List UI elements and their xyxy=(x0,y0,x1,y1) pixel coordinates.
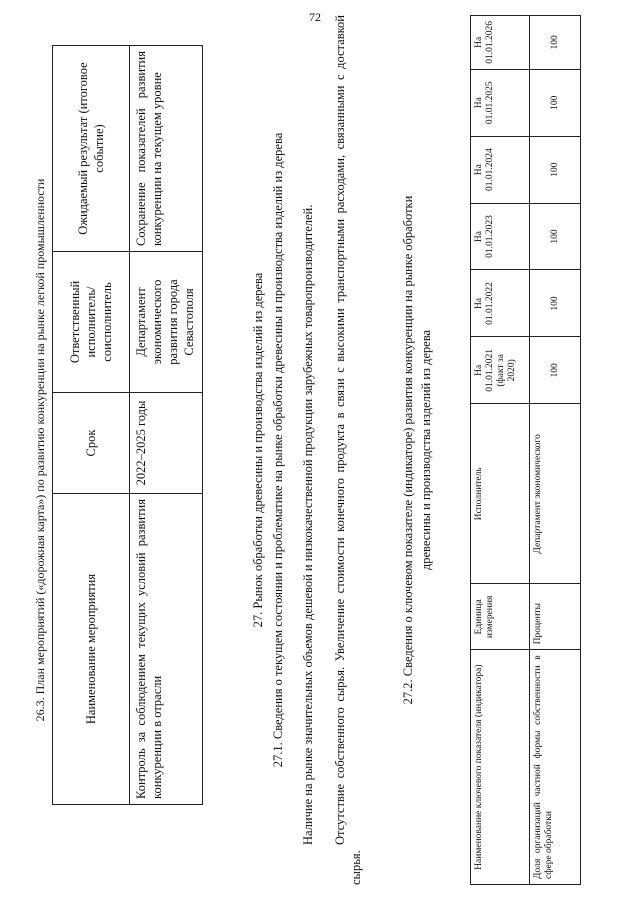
term-cell: 2022–2025 годы xyxy=(130,393,203,494)
header-2022: На 01.01.2022 xyxy=(471,270,530,337)
executor-cell: Департамент экономического xyxy=(530,404,581,584)
header-2025: На 01.01.2025 xyxy=(471,69,530,136)
value-2021: 100 xyxy=(530,337,581,404)
unit-cell: Проценты xyxy=(530,584,581,650)
section-27-2-title-line1: 27.2. Сведения о ключевом показателе (индикаторе) развития конкуренции на рынке обработки xyxy=(401,195,415,705)
value-2026: 100 xyxy=(530,16,581,70)
header-result: Ожидаемый результат (итоговое событие) xyxy=(53,46,130,252)
value-2025: 100 xyxy=(530,69,581,136)
section-27-2-title-line2: древесины и производства изделий из дерева xyxy=(419,329,433,571)
header-2024: На 01.01.2024 xyxy=(471,136,530,203)
rotated-page-content xyxy=(30,15,600,885)
table-header-row xyxy=(471,16,530,885)
value-2024: 100 xyxy=(530,136,581,203)
header-2021: На 01.01.2021 (факт за 2020) xyxy=(471,337,530,404)
roadmap-table xyxy=(52,45,203,805)
paragraph-1: Наличие на рынке значительных объемов дешевой и низкокачественной продукции зарубежных товаропроизводителей. xyxy=(301,204,315,845)
table-header-row xyxy=(53,46,130,805)
indicator-cell: Доля организаций частной формы собственности в сфере обработки xyxy=(530,650,581,885)
header-executor: Исполнитель xyxy=(471,404,530,584)
activity-cell: Контроль за соблюдением текущих условий развития конкуренции в отрасли xyxy=(130,494,203,805)
header-2026: На 01.01.2026 xyxy=(471,16,530,70)
section-26-3-title: 26.3. План мероприятий («дорожная карта») по развитию конкуренции на рынке легкой промышленности xyxy=(33,178,47,722)
header-term: Срок xyxy=(53,393,130,494)
header-responsible: Ответственный исполнитель/ соисполнитель xyxy=(53,252,130,393)
page-number: 72 xyxy=(309,10,321,24)
header-activity: Наименование мероприятия xyxy=(53,494,130,805)
value-2023: 100 xyxy=(530,203,581,270)
paragraph-2: Отсутствие собственного сырья. Увеличение стоимости конечного продукта в связи с высокими транспортными расходами, связанными с доставкой сырья. xyxy=(333,15,363,885)
section-27-1-title: 27.1. Сведения о текущем состоянии и проблематике на рынке обработки древесины и производства изделий из дерева xyxy=(271,132,285,768)
table-row xyxy=(530,16,581,885)
table-row xyxy=(130,46,203,805)
header-indicator: Наименование ключевого показателя (индикатора) xyxy=(471,650,530,885)
header-2023: На 01.01.2023 xyxy=(471,203,530,270)
responsible-cell: Департамент экономического развития города Севастополя xyxy=(130,252,203,393)
result-cell: Сохранение показателей развития конкуренции на текущем уровне xyxy=(130,46,203,252)
header-unit: Единица измерения xyxy=(471,584,530,650)
value-2022: 100 xyxy=(530,270,581,337)
section-27-title: 27. Рынок обработки древесины и производства изделий из дерева xyxy=(251,272,265,628)
indicator-table xyxy=(470,15,581,885)
